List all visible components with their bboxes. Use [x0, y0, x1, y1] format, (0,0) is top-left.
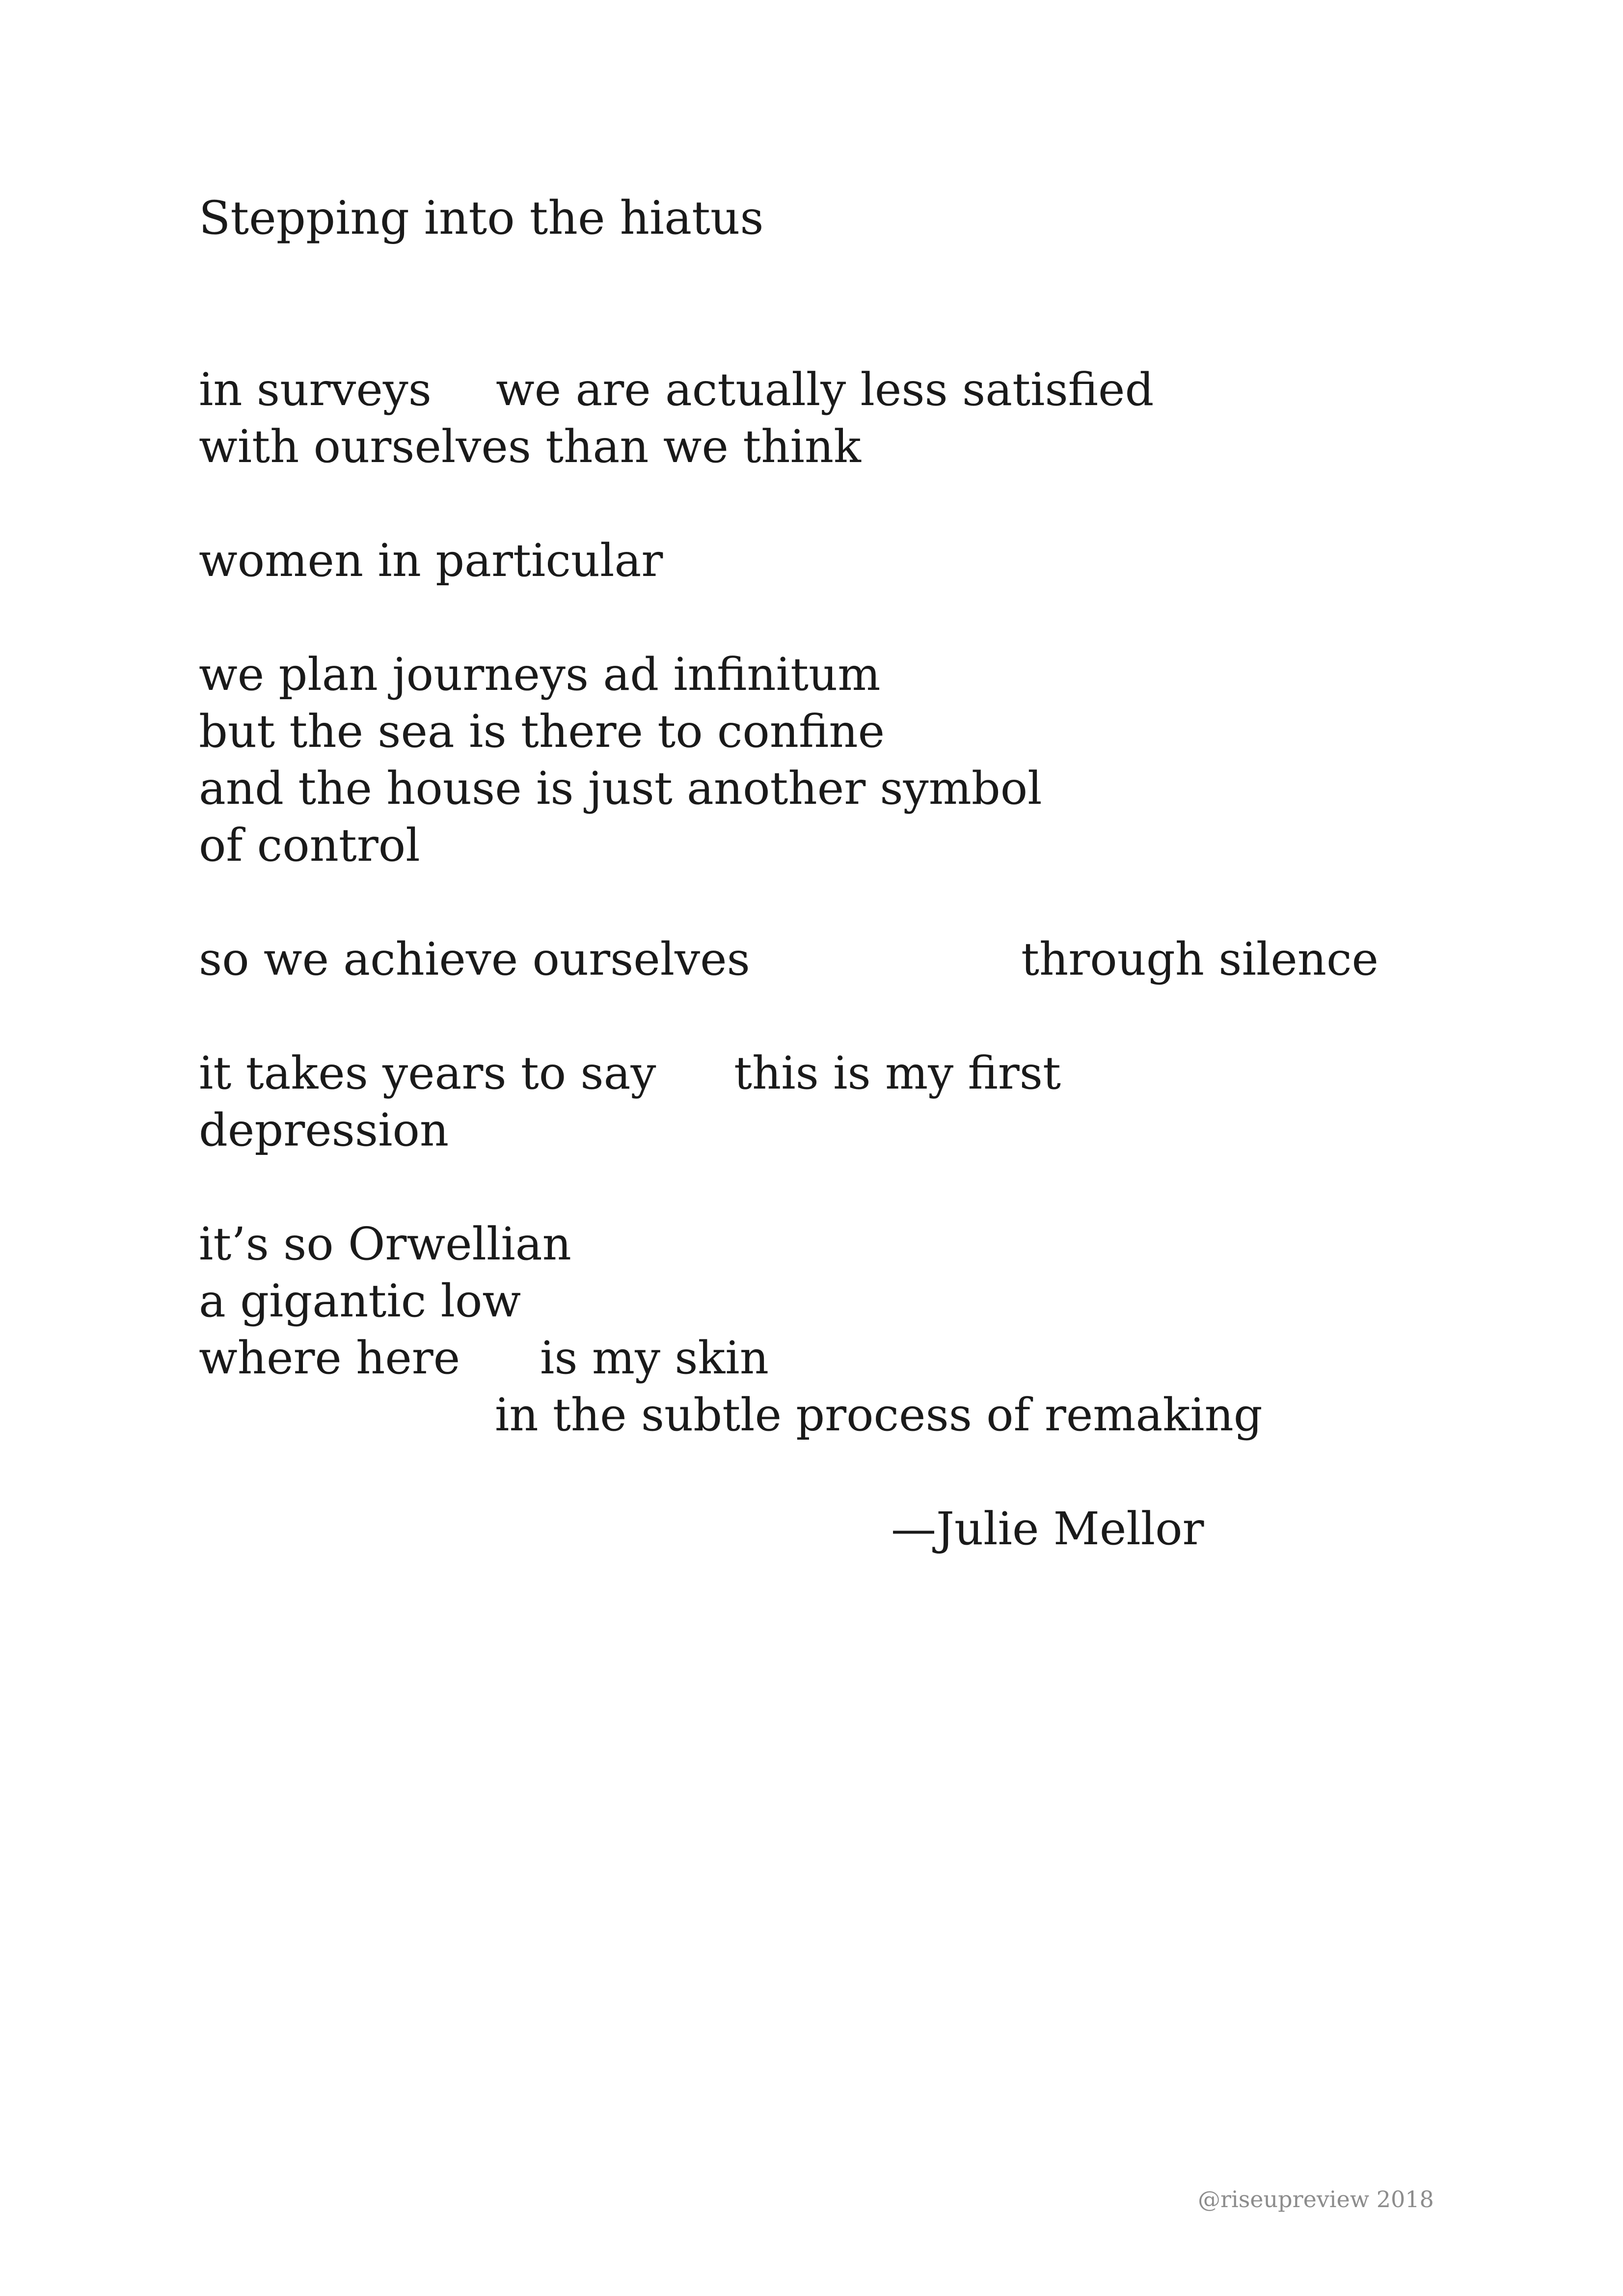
poem-line: so we achieve ourselves: [199, 933, 750, 985]
poem-line: it takes years to say: [199, 1047, 656, 1099]
poem-line: where here: [199, 1332, 460, 1384]
poem-line: we are actually less satisfied: [496, 363, 1154, 416]
poem-line: depression: [199, 1104, 449, 1156]
footer-credit: @riseupreview 2018: [1198, 2186, 1434, 2213]
author-signature: —Julie Mellor: [891, 1503, 1204, 1555]
poem-line: but the sea is there to confine: [199, 705, 885, 758]
poem-line: with ourselves than we think: [199, 420, 861, 473]
poem-line: it’s so Orwellian: [199, 1218, 571, 1270]
poem-line: in surveys: [199, 363, 432, 416]
poem-line: a gigantic low: [199, 1275, 521, 1327]
poem-line: in the subtle process of remaking: [495, 1389, 1263, 1441]
poem-title: Stepping into the hiatus: [199, 191, 764, 245]
poem-line: through silence: [1021, 933, 1379, 985]
poem-line: and the house is just another symbol: [199, 762, 1042, 815]
poem-line: women in particular: [199, 534, 663, 587]
poem-line: we plan journeys ad infinitum: [199, 648, 881, 701]
poem-line: is my skin: [540, 1332, 769, 1384]
poem-line: this is my first: [734, 1047, 1061, 1099]
poem-line: of control: [199, 819, 420, 872]
